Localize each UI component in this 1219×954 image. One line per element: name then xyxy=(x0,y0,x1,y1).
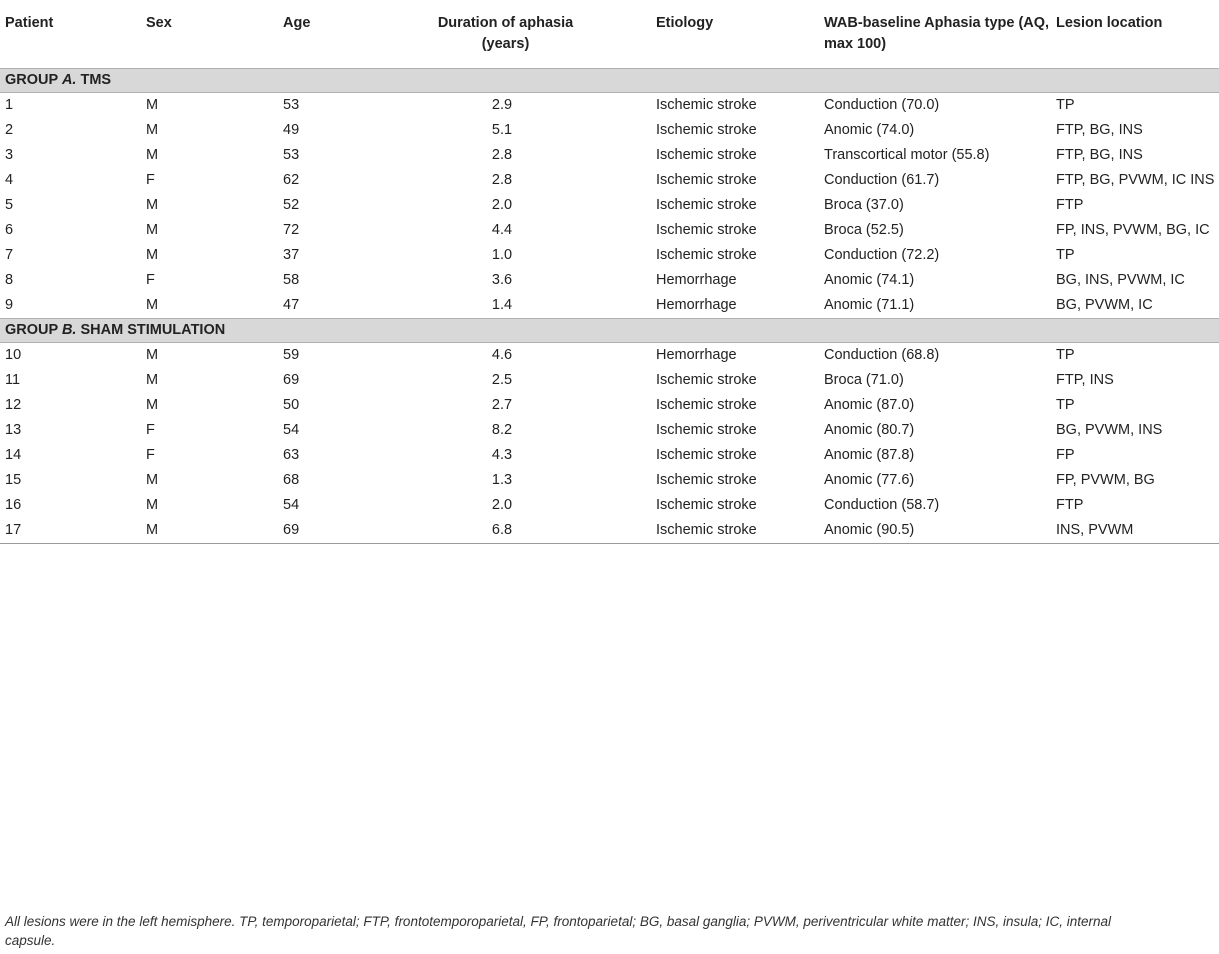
cell-lesion: FTP xyxy=(1056,497,1084,513)
cell-sex: F xyxy=(146,172,155,188)
cell-lesion: TP xyxy=(1056,97,1075,113)
cell-age: 54 xyxy=(283,497,300,513)
cell-duration: 4.3 xyxy=(491,447,513,463)
table-row xyxy=(0,443,1219,468)
cell-wab: Anomic (87.8) xyxy=(824,447,915,463)
cell-duration: 2.8 xyxy=(491,147,513,163)
cell-wab: Anomic (71.1) xyxy=(824,297,915,313)
table-row xyxy=(0,193,1219,218)
cell-lesion: FTP xyxy=(1056,197,1084,213)
table-row xyxy=(0,518,1219,544)
cell-patient: 5 xyxy=(5,197,14,213)
group-a-row xyxy=(0,69,1219,93)
cell-etiology: Ischemic stroke xyxy=(656,447,757,463)
cell-wab: Conduction (68.8) xyxy=(824,347,940,363)
cell-lesion: BG, PVWM, IC xyxy=(1056,297,1153,313)
cell-wab: Anomic (74.1) xyxy=(824,272,915,288)
cell-wab: Conduction (61.7) xyxy=(824,172,940,188)
group-b-prefix: GROUP xyxy=(5,322,62,338)
cell-lesion: FP, PVWM, BG xyxy=(1056,472,1155,488)
cell-duration: 4.6 xyxy=(491,347,513,363)
cell-age: 63 xyxy=(283,447,300,463)
cell-patient: 9 xyxy=(5,297,14,313)
cell-wab: Anomic (77.6) xyxy=(824,472,915,488)
cell-sex: M xyxy=(146,347,159,363)
cell-sex: M xyxy=(146,97,159,113)
cell-duration: 2.0 xyxy=(491,497,513,513)
cell-age: 37 xyxy=(283,247,300,263)
cell-duration: 5.1 xyxy=(491,122,513,138)
cell-age: 58 xyxy=(283,272,300,288)
cell-lesion: FTP, BG, INS xyxy=(1056,122,1143,138)
cell-sex: M xyxy=(146,397,159,413)
cell-patient: 7 xyxy=(5,247,14,263)
cell-sex: M xyxy=(146,497,159,513)
cell-etiology: Ischemic stroke xyxy=(656,497,757,513)
cell-etiology: Ischemic stroke xyxy=(656,222,757,238)
table-row xyxy=(0,393,1219,418)
cell-duration: 4.4 xyxy=(491,222,513,238)
cell-age: 59 xyxy=(283,347,300,363)
table-row xyxy=(0,168,1219,193)
table-row xyxy=(0,493,1219,518)
cell-age: 53 xyxy=(283,147,300,163)
group-b-letter: B. xyxy=(61,322,77,338)
table-row xyxy=(0,143,1219,168)
cell-duration: 2.0 xyxy=(491,197,513,213)
table-row xyxy=(0,93,1219,119)
cell-sex: M xyxy=(146,297,159,313)
table-row xyxy=(0,243,1219,268)
group-a-prefix: GROUP xyxy=(5,72,62,88)
cell-lesion: FTP, BG, PVWM, IC INS xyxy=(1056,172,1215,188)
table-row xyxy=(0,418,1219,443)
cell-lesion: FTP, INS xyxy=(1056,372,1114,388)
cell-duration: 2.9 xyxy=(491,97,513,113)
cell-duration: 6.8 xyxy=(423,518,656,544)
cell-patient: 6 xyxy=(5,222,14,238)
cell-wab: Anomic (87.0) xyxy=(824,397,915,413)
cell-sex: M xyxy=(146,472,159,488)
table-row xyxy=(0,343,1219,369)
cell-age: 47 xyxy=(283,297,300,313)
cell-wab: Broca (37.0) xyxy=(824,197,904,213)
header-duration: Duration of aphasia (years) xyxy=(437,15,574,52)
cell-lesion: INS, PVWM xyxy=(1056,518,1219,544)
cell-duration: 3.6 xyxy=(491,272,513,288)
cell-etiology: Hemorrhage xyxy=(656,347,737,363)
cell-lesion: TP xyxy=(1056,347,1075,363)
cell-lesion: FP, INS, PVWM, BG, IC xyxy=(1056,222,1210,238)
table-row xyxy=(0,218,1219,243)
header-etiology: Etiology xyxy=(656,15,714,31)
cell-sex: F xyxy=(146,272,155,288)
cell-patient: 13 xyxy=(5,422,22,438)
cell-patient: 8 xyxy=(5,272,14,288)
cell-age: 72 xyxy=(283,222,300,238)
cell-wab: Anomic (90.5) xyxy=(824,518,1056,544)
cell-patient: 16 xyxy=(5,497,22,513)
cell-patient: 3 xyxy=(5,147,14,163)
cell-etiology: Ischemic stroke xyxy=(656,422,757,438)
group-b-suffix: SHAM STIMULATION xyxy=(76,322,226,338)
table-row xyxy=(0,268,1219,293)
cell-patient: 2 xyxy=(5,122,14,138)
cell-etiology: Hemorrhage xyxy=(656,297,737,313)
group-a-label xyxy=(0,69,1219,93)
header-wab: WAB-baseline Aphasia type (AQ, max 100) xyxy=(824,15,1050,52)
group-b-row xyxy=(0,319,1219,343)
cell-lesion: BG, PVWM, INS xyxy=(1056,422,1163,438)
cell-patient: 14 xyxy=(5,447,22,463)
cell-patient: 10 xyxy=(5,347,22,363)
cell-etiology: Ischemic stroke xyxy=(656,518,824,544)
cell-patient: 4 xyxy=(5,172,14,188)
group-a-letter: A. xyxy=(61,72,77,88)
cell-lesion: FP xyxy=(1056,447,1075,463)
cell-etiology: Hemorrhage xyxy=(656,272,737,288)
cell-etiology: Ischemic stroke xyxy=(656,247,757,263)
cell-duration: 8.2 xyxy=(491,422,513,438)
cell-etiology: Ischemic stroke xyxy=(656,122,757,138)
cell-age: 69 xyxy=(283,372,300,388)
cell-patient: 17 xyxy=(0,518,146,544)
cell-age: 53 xyxy=(283,97,300,113)
header-row xyxy=(0,0,1219,69)
header-sex: Sex xyxy=(146,15,172,31)
cell-sex: M xyxy=(146,247,159,263)
cell-sex: F xyxy=(146,422,155,438)
cell-sex: M xyxy=(146,147,159,163)
table-row xyxy=(0,468,1219,493)
cell-etiology: Ischemic stroke xyxy=(656,372,757,388)
cell-age: 54 xyxy=(283,422,300,438)
cell-wab: Anomic (74.0) xyxy=(824,122,915,138)
cell-age: 50 xyxy=(283,397,300,413)
cell-etiology: Ischemic stroke xyxy=(656,397,757,413)
cell-age: 68 xyxy=(283,472,300,488)
cell-age: 69 xyxy=(283,518,423,544)
cell-etiology: Ischemic stroke xyxy=(656,197,757,213)
group-a-suffix: TMS xyxy=(76,72,112,88)
header-age: Age xyxy=(283,15,311,31)
cell-patient: 11 xyxy=(5,372,21,388)
cell-duration: 2.7 xyxy=(491,397,513,413)
cell-wab: Broca (71.0) xyxy=(824,372,904,388)
cell-age: 52 xyxy=(283,197,300,213)
cell-wab: Broca (52.5) xyxy=(824,222,904,238)
cell-sex: M xyxy=(146,518,283,544)
cell-lesion: TP xyxy=(1056,247,1075,263)
cell-lesion: TP xyxy=(1056,397,1075,413)
cell-duration: 1.0 xyxy=(491,247,513,263)
cell-sex: M xyxy=(146,222,159,238)
cell-duration: 1.4 xyxy=(491,297,513,313)
cell-sex: F xyxy=(146,447,155,463)
cell-lesion: FTP, BG, INS xyxy=(1056,147,1143,163)
cell-age: 49 xyxy=(283,122,300,138)
cell-sex: M xyxy=(146,122,159,138)
cell-wab: Conduction (70.0) xyxy=(824,97,940,113)
cell-etiology: Ischemic stroke xyxy=(656,97,757,113)
table-row xyxy=(0,293,1219,319)
group-b-label xyxy=(0,319,1219,343)
cell-sex: M xyxy=(146,197,159,213)
cell-duration: 2.5 xyxy=(491,372,513,388)
cell-wab: Conduction (58.7) xyxy=(824,497,940,513)
table-row xyxy=(0,368,1219,393)
cell-patient: 12 xyxy=(5,397,22,413)
cell-etiology: Ischemic stroke xyxy=(656,472,757,488)
table-row xyxy=(0,118,1219,143)
header-patient: Patient xyxy=(5,15,54,31)
cell-etiology: Ischemic stroke xyxy=(656,147,757,163)
cell-sex: M xyxy=(146,372,159,388)
cell-duration: 2.8 xyxy=(491,172,513,188)
cell-age: 62 xyxy=(283,172,300,188)
cell-duration: 1.3 xyxy=(491,472,513,488)
header-lesion: Lesion location xyxy=(1056,15,1163,31)
cell-patient: 15 xyxy=(5,472,22,488)
cell-wab: Conduction (72.2) xyxy=(824,247,940,263)
cell-wab: Transcortical motor (55.8) xyxy=(824,147,990,163)
table-footnote: All lesions were in the left hemisphere. TP, temporoparietal; FTP, frontotemporoparietal, FP, frontoparietal; BG, basal ganglia; PVWM, periventricular white matter; INS, insula; IC, internal capsule. xyxy=(5,914,1112,948)
cell-wab: Anomic (80.7) xyxy=(824,422,915,438)
cell-patient: 1 xyxy=(5,97,14,113)
cell-lesion: BG, INS, PVWM, IC xyxy=(1056,272,1185,288)
cell-etiology: Ischemic stroke xyxy=(656,172,757,188)
